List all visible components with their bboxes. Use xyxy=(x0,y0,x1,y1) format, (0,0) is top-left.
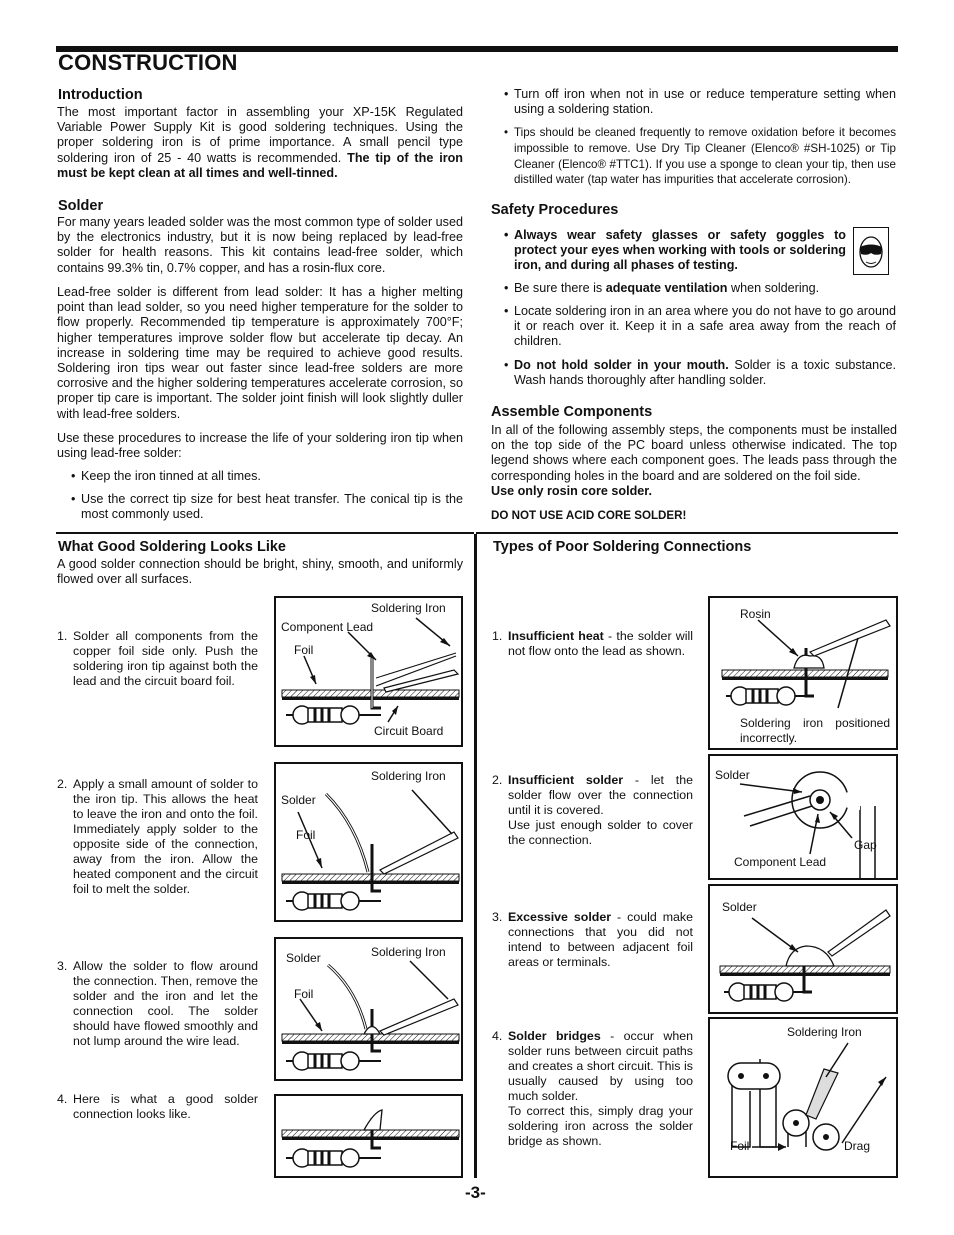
solder-para-1: For many years leaded solder was the most common type of solder used by the electronics industry, but it is now being replaced by lead-free solder for health reasons. This kit contains lead-free solder, which contains 99.3% tin, 0.7% copper, and has a rosin-flux core. xyxy=(57,215,463,275)
page-title: CONSTRUCTION xyxy=(58,50,238,75)
intro-text: The most important factor in assembling your XP-15K Regulated Variable Power Supply Kit is good soldering techniques. Using the proper soldering iron is of prime importance. A small pencil type soldering iron of 25 - 40 watts is recommended. The tip of the iron must be kept clean at all times and well-tinned. xyxy=(57,105,463,180)
safety-item-4: • Do not hold solder in your mouth. Solder is a toxic substance. Wash hands thoroughly after handling solder. xyxy=(504,358,896,388)
label-soldering-iron: Soldering Iron xyxy=(787,1025,862,1039)
poor-step-1: 1. Insufficient heat - the solder will not flow onto the lead as shown. xyxy=(492,629,693,658)
tip-bullet-2: • Tips should be cleaned frequently to remove oxidation before it becomes impossible to remove. Use Dry Tip Cleaner (Elenco® #SH-1025) or Tip Cleaner (Elenco® #TTC1). If you use a sponge to clean your tip, then use distilled water (tap water has impurities that accelerate corrosion). xyxy=(504,126,896,187)
label-component-lead: Component Lead xyxy=(734,855,827,869)
safety-heading: Safety Procedures xyxy=(491,202,619,218)
label-solder: Solder xyxy=(281,793,316,807)
label-solder: Solder xyxy=(722,900,757,914)
good-step-1: 1. Solder all components from the copper foil side only. Push the soldering iron tip against both the lead and the circuit board foil. xyxy=(57,629,258,688)
mid-rule-left xyxy=(56,532,474,534)
solder-heading: Solder xyxy=(58,198,104,214)
label-soldering-iron: Soldering Iron xyxy=(371,769,446,783)
label-soldering-iron: Soldering Iron xyxy=(371,945,446,959)
good-step-4: 4. Here is what a good solder connection looks like. xyxy=(57,1092,258,1121)
good-soldering-heading: What Good Soldering Looks Like xyxy=(58,539,286,555)
poor-step-4: 4. Solder bridges - occur when solder runs between circuit paths and creates a short circuit. This is usually caused by using too much solder. To correct this, simply drag your soldering iron across the solder bridge as shown. xyxy=(492,1029,693,1148)
good-diagram-1 xyxy=(274,596,463,747)
poor-diagram-3 xyxy=(708,884,898,1014)
label-solder: Solder xyxy=(286,951,321,965)
assemble-para: In all of the following assembly steps, the components must be installed on the top side of the PC board unless otherwise indicated. The top legend shows where each component goes. The leads pass through the corresponding holes in the board and are soldered on the foil side. Use only rosin core solder. xyxy=(491,423,897,498)
poor-step-3: 3. Excessive solder - could make connections that you did not intend to between adjacent foil areas or terminals. xyxy=(492,910,694,969)
good-diagram-2 xyxy=(274,762,463,922)
good-diagram-3 xyxy=(274,937,463,1081)
poor-diagram-1 xyxy=(708,596,898,750)
label-foil: Foil xyxy=(294,987,314,1001)
intro-heading: Introduction xyxy=(58,87,143,103)
label-rosin: Rosin xyxy=(740,607,771,621)
label-foil: Foil xyxy=(294,643,314,657)
label-drag: Drag xyxy=(844,1139,871,1153)
assemble-heading: Assemble Components xyxy=(491,404,653,420)
label-component-lead: Component Lead xyxy=(281,620,374,634)
mid-rule-right xyxy=(476,532,898,534)
label-solder: Solder xyxy=(715,768,750,782)
safety-item-3: • Locate soldering iron in an area where you do not have to go around it or reach over it. Keep it in a safe area away from the reach of children. xyxy=(504,304,896,349)
label-foil: Foil xyxy=(730,1139,750,1153)
label-circuit-board: Circuit Board xyxy=(374,724,444,738)
label-iron-incorrect: Soldering iron positioned incorrectly. xyxy=(740,716,890,745)
assemble-warning: DO NOT USE ACID CORE SOLDER! xyxy=(491,509,687,522)
label-gap: Gap xyxy=(854,838,877,852)
safety-goggles-icon xyxy=(853,227,889,275)
good-soldering-intro: A good solder connection should be bright, shiny, smooth, and uniformly flowed over all surfaces. xyxy=(57,557,463,587)
tip-bullet-1: • Turn off iron when not in use or reduce temperature setting when using a soldering station. xyxy=(504,87,896,117)
safety-item-1: • Always wear safety glasses or safety goggles to protect your eyes when working with tools or soldering iron, and during all phases of testing. xyxy=(504,228,846,273)
poor-diagram-4 xyxy=(708,1017,898,1178)
page-number: -3- xyxy=(465,1183,486,1202)
poor-diagram-2 xyxy=(708,754,898,880)
solder-para-3: Use these procedures to increase the life of your soldering iron tip when using lead-free solder: xyxy=(57,431,463,461)
label-soldering-iron: Soldering Iron xyxy=(371,601,446,615)
good-step-3: 3. Allow the solder to flow around the connection. Then, remove the solder and the iron and let the connection cool. The solder should have flowed smoothly and not lump around the wire lead. xyxy=(57,959,258,1048)
vertical-divider xyxy=(474,534,477,1178)
poor-step-2: 2. Insufficient solder - let the solder flow over the connection until it is covered. Use just enough solder to cover the connection. xyxy=(492,773,693,847)
good-diagram-4 xyxy=(274,1094,463,1178)
solder-para-2: Lead-free solder is different from lead solder: It has a higher melting point than lead solder, so you need higher temperature for the solder to flow properly. Recommended tip temperature is approximately 700°F; higher temperatures improve solder flow but accelerate tip decay. An increase in soldering time may be required to achieve good results. Soldering iron tips wear out faster since lead-free solders are more corrosive and the higher soldering temperatures accelerate corrosion, so proper tip care is important. The solder joint finish will look slightly duller with lead-free solders. xyxy=(57,285,463,421)
safety-item-2: • Be sure there is adequate ventilation when soldering. xyxy=(504,281,820,295)
poor-soldering-heading: Types of Poor Soldering Connections xyxy=(493,539,752,555)
good-step-2: 2. Apply a small amount of solder to the iron tip. This allows the heat to leave the iron and onto the foil. Immediately apply solder to the opposite side of the connection, away from the iron. Allow the heated component and the circuit foil to melt the solder. xyxy=(57,777,258,896)
solder-bullet-2: • Use the correct tip size for best heat transfer. The conical tip is the most commonly used. xyxy=(71,492,463,522)
label-foil: Foil xyxy=(296,828,316,842)
solder-bullet-1: • Keep the iron tinned at all times. xyxy=(71,469,261,483)
